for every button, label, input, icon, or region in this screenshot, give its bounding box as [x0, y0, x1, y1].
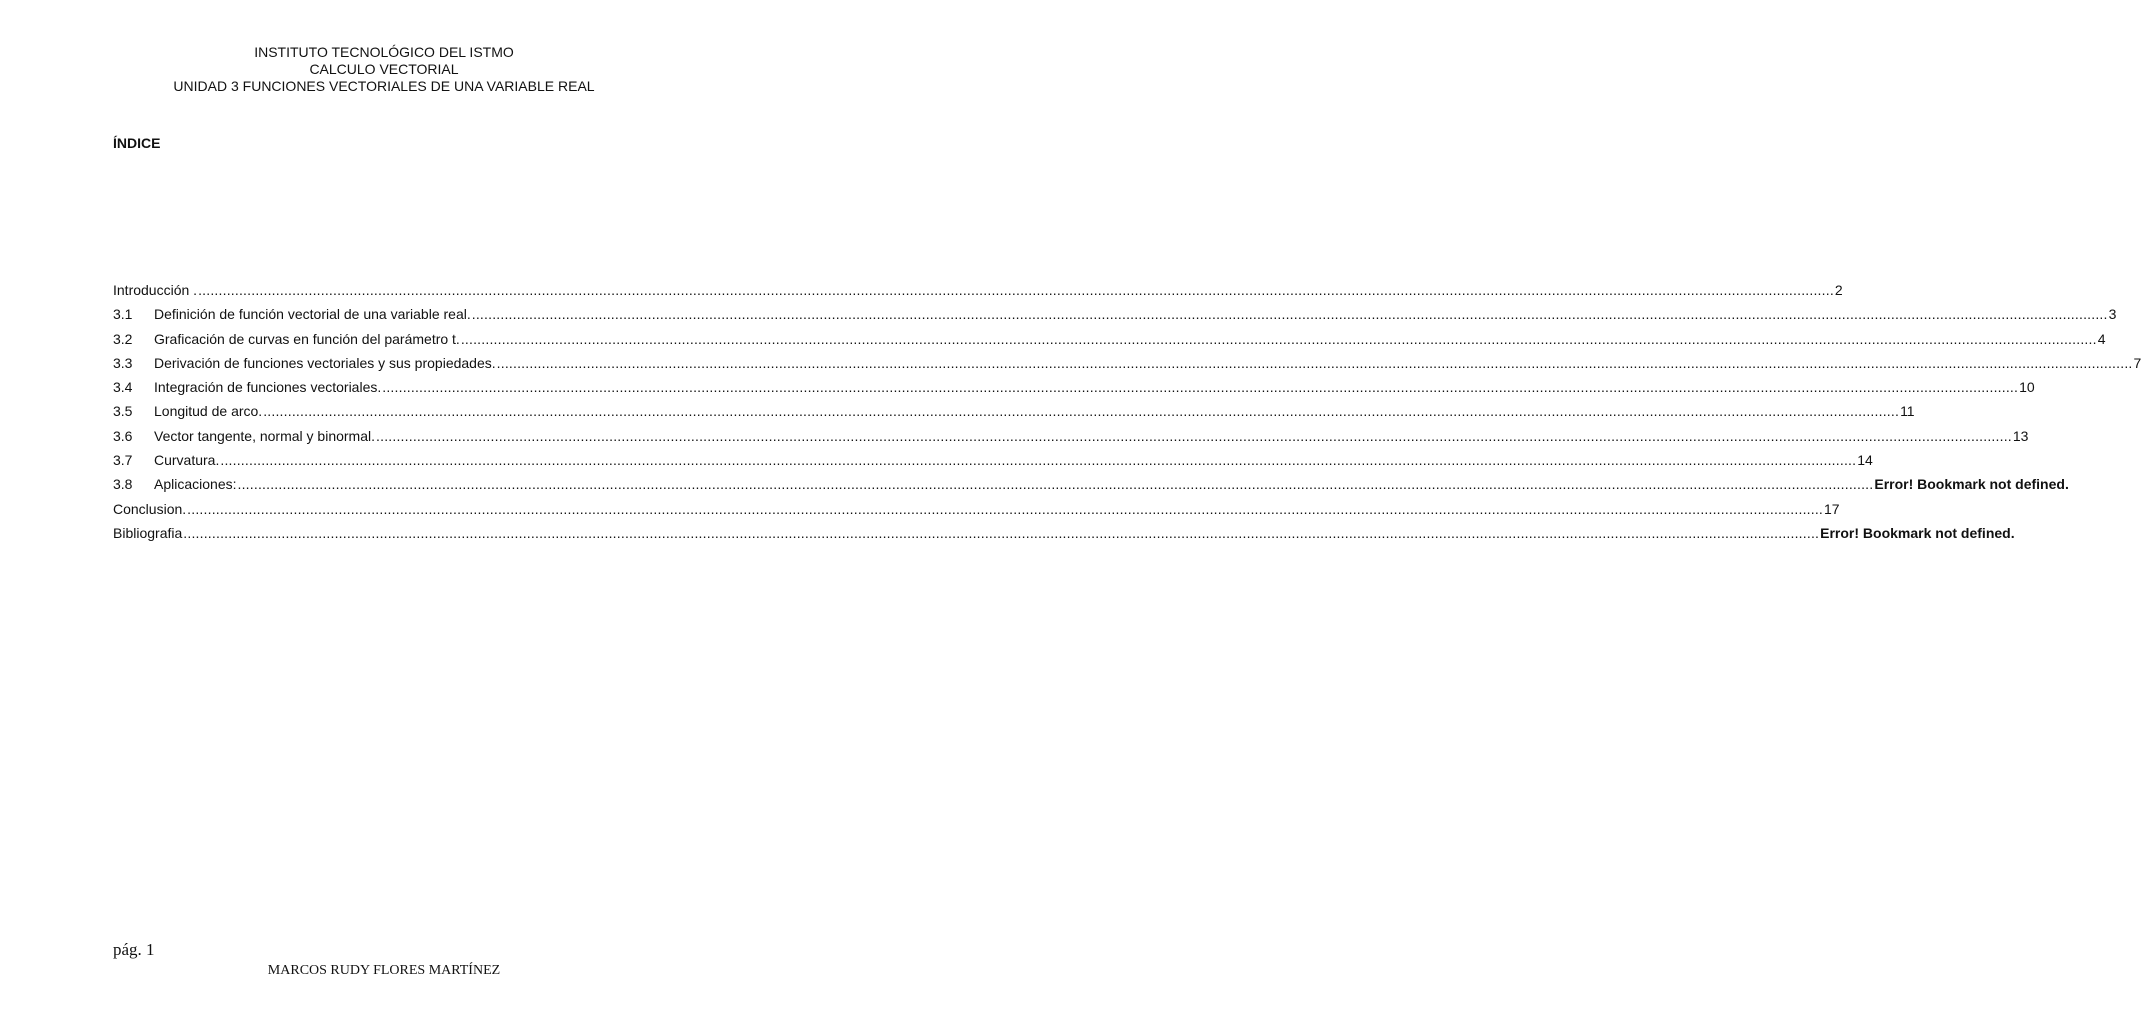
toc-entry-number: 3.2 [113, 330, 133, 347]
toc-entry[interactable] [113, 379, 2035, 403]
toc-entry-number: 3.1 [113, 306, 133, 323]
author-name: MARCOS RUDY FLORES MARTÍNEZ [267, 963, 501, 978]
toc-entry[interactable] [113, 354, 2141, 379]
toc-entry-number: 3.8 [113, 476, 133, 493]
toc-entry-page: 10 [2019, 379, 2035, 396]
toc-dot-leader: ................................................................................................................................................................................................................................................................................................................................................................................................................ [237, 476, 1874, 493]
toc-entry-number: 3.5 [113, 403, 133, 420]
toc-entry-number: 3.4 [113, 379, 133, 396]
toc-entry[interactable] [113, 476, 2069, 500]
toc-dot-leader: ................................................................................................................................................................................................................................................................................................................................................................................................................ [460, 330, 2097, 347]
toc-entry-title: Curvatura. [154, 452, 220, 469]
toc-entry[interactable] [113, 306, 2117, 330]
toc-entry-title: Bibliografia [113, 524, 183, 541]
toc-entry-title: Graficación de curvas en función del parámetro t. [154, 330, 460, 347]
unit-title: UNIDAD 3 FUNCIONES VECTORIALES DE UNA VARIABLE REAL [173, 78, 595, 94]
toc-dot-leader: ................................................................................................................................................................................................................................................................................................................................................................................................................ [220, 452, 1857, 469]
toc-entry-title: Vector tangente, normal y binormal. [154, 427, 376, 444]
toc-dot-leader: ................................................................................................................................................................................................................................................................................................................................................................................................................ [471, 306, 2108, 323]
toc-entry-title: Definición de función vectorial de una variable real. [154, 306, 471, 323]
toc-entry-title: Aplicaciones: [154, 476, 237, 493]
toc-dot-leader: ................................................................................................................................................................................................................................................................................................................................................................................................................ [263, 403, 1900, 420]
toc-entry-number: 3.7 [113, 452, 133, 469]
toc-entry-page: 3 [2108, 306, 2117, 323]
toc-dot-leader: ................................................................................................................................................................................................................................................................................................................................................................................................................ [382, 379, 2019, 396]
toc-entry[interactable] [113, 452, 1873, 476]
toc-entry[interactable] [113, 282, 1843, 306]
toc-entry-page: 13 [2012, 427, 2029, 444]
toc-dot-leader: ................................................................................................................................................................................................................................................................................................................................................................................................................ [496, 354, 2133, 371]
toc-entry[interactable] [113, 330, 2106, 355]
toc-entry-page: 4 [2097, 330, 2106, 347]
page-number: pág. 1 [113, 940, 155, 959]
table-of-contents [113, 282, 2141, 549]
institute-name: INSTITUTO TECNOLÓGICO DEL ISTMO [254, 44, 514, 60]
toc-dot-leader: ................................................................................................................................................................................................................................................................................................................................................................................................................ [187, 500, 1824, 517]
toc-entry-page: Error! Bookmark not defined. [1820, 524, 2015, 541]
toc-entry[interactable] [113, 524, 2015, 549]
toc-entry-title: Longitud de arco. [154, 403, 263, 420]
toc-entry-page: 17 [1824, 500, 1840, 517]
toc-entry-title: Derivación de funciones vectoriales y sus propiedades. [154, 354, 496, 371]
toc-entry-title: Integración de funciones vectoriales. [154, 379, 382, 396]
toc-entry[interactable] [113, 427, 2029, 452]
toc-entry-number: 3.3 [113, 354, 133, 371]
toc-entry[interactable] [113, 403, 1915, 427]
toc-entry-page: 14 [1857, 452, 1873, 469]
toc-dot-leader: ................................................................................................................................................................................................................................................................................................................................................................................................................ [183, 524, 1820, 541]
toc-dot-leader: ................................................................................................................................................................................................................................................................................................................................................................................................................ [376, 427, 2012, 444]
toc-entry-page: Error! Bookmark not defined. [1874, 476, 2069, 493]
toc-entry-page: 7 [2133, 354, 2141, 371]
toc-entry[interactable] [113, 500, 1840, 525]
toc-dot-leader: ................................................................................................................................................................................................................................................................................................................................................................................................................ [198, 282, 1834, 298]
toc-entry-title: Introducción . [113, 282, 198, 298]
course-name: CALCULO VECTORIAL [309, 61, 459, 77]
toc-entry-number: 3.6 [113, 427, 133, 444]
toc-entry-page: 11 [1900, 403, 1915, 420]
toc-entry-title: Conclusion. [113, 500, 187, 517]
document-header [0, 44, 768, 95]
index-heading: ÍNDICE [113, 135, 161, 151]
toc-entry-page: 2 [1834, 282, 1843, 298]
